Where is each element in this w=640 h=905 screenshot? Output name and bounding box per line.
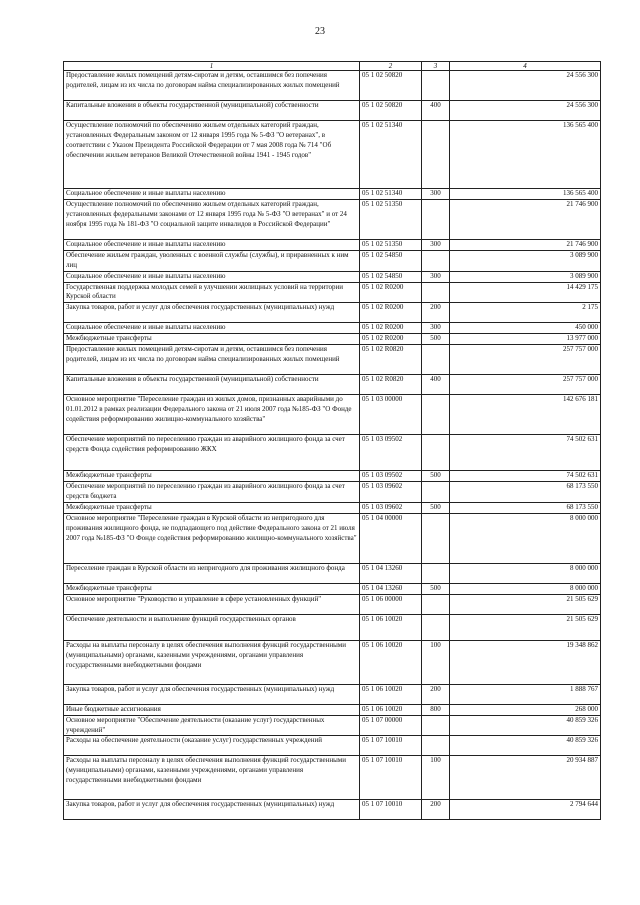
row-name: Закупка товаров, работ и услуг для обеспечения государственных (муниципальных) нужд: [64, 800, 360, 820]
row-name: Осуществление полномочий по обеспечению жильем отдельных категорий граждан, установленных федеральными законами от 12 января 1995 года № 5-ФЗ "О ветеранах" и от 24 ноября 1995 года № 181-ФЗ "О социальной защите инвалидов в Российской Федерации": [64, 199, 360, 239]
row-sum: 3 089 900: [450, 250, 601, 271]
row-name: Межбюджетные трансферты: [64, 334, 360, 345]
table-row: [64, 121, 601, 189]
table-row: [64, 239, 601, 250]
row-name: Закупка товаров, работ и услуг для обеспечения государственных (муниципальных) нужд: [64, 684, 360, 704]
row-name: Осуществление полномочий по обеспечению жильем отдельных категорий граждан, установленных Федеральным законом от 12 января 1995 года № 5-ФЗ "О ветеранах", в соответствии с Указом Президента Российской Федерации от 7 мая 2008 года № 714 "Об обеспечении жильем ветеранов Великой Отечественной войны 1941 - 1945 годов": [64, 121, 360, 189]
row-sum: 8 000 000: [450, 583, 601, 594]
row-name: Расходы на выплаты персоналу в целях обеспечения выполнения функций государственными (муниципальными) органами, казенными учреждениями, органами управления государственными внебюджетными фондами: [64, 640, 360, 684]
row-code: 05 1 07 10010: [360, 800, 422, 820]
table-row: [64, 101, 601, 121]
row-sum: 24 556 300: [450, 71, 601, 101]
table-row: [64, 323, 601, 334]
table-row: [64, 684, 601, 704]
row-code: 05 1 02 R0200: [360, 303, 422, 323]
row-code: 05 1 04 13260: [360, 563, 422, 583]
row-type: 300: [422, 239, 450, 250]
row-type: 200: [422, 800, 450, 820]
row-sum: 68 173 550: [450, 482, 601, 503]
row-type: 500: [422, 334, 450, 345]
row-code: 05 1 02 R0200: [360, 323, 422, 334]
row-type: 200: [422, 684, 450, 704]
row-code: 05 1 02 51340: [360, 189, 422, 200]
row-name: Межбюджетные трансферты: [64, 502, 360, 513]
row-sum: 24 556 300: [450, 101, 601, 121]
row-sum: 21 746 900: [450, 199, 601, 239]
row-type: 200: [422, 303, 450, 323]
row-code: 05 1 02 R0200: [360, 334, 422, 345]
row-type: 500: [422, 471, 450, 482]
table-row: [64, 513, 601, 563]
row-type: [422, 71, 450, 101]
row-code: 05 1 03 09502: [360, 435, 422, 471]
row-code: 05 1 02 51340: [360, 121, 422, 189]
row-sum: 21 505 629: [450, 614, 601, 640]
row-code: 05 1 07 00000: [360, 715, 422, 736]
table-row: [64, 199, 601, 239]
row-type: 500: [422, 502, 450, 513]
row-code: 05 1 02 51350: [360, 239, 422, 250]
table-row: [64, 71, 601, 101]
row-sum: 21 505 629: [450, 594, 601, 614]
table-row: [64, 334, 601, 345]
row-code: 05 1 06 00000: [360, 594, 422, 614]
row-sum: 1 888 767: [450, 684, 601, 704]
row-type: [422, 736, 450, 756]
row-code: 05 1 07 10010: [360, 756, 422, 800]
row-code: 05 1 07 10010: [360, 736, 422, 756]
table-row: [64, 250, 601, 271]
row-type: [422, 345, 450, 375]
row-name: Государственная поддержка молодых семей в улучшении жилищных условий на территории Курской области: [64, 282, 360, 303]
row-sum: 8 000 000: [450, 563, 601, 583]
row-code: 05 1 02 54850: [360, 250, 422, 271]
row-sum: 450 000: [450, 323, 601, 334]
row-type: 100: [422, 640, 450, 684]
row-type: 800: [422, 704, 450, 715]
row-name: Иные бюджетные ассигнования: [64, 704, 360, 715]
row-code: 05 1 03 00000: [360, 395, 422, 435]
table-row: [64, 800, 601, 820]
row-type: 400: [422, 101, 450, 121]
row-name: Межбюджетные трансферты: [64, 471, 360, 482]
table-row: [64, 614, 601, 640]
row-type: [422, 199, 450, 239]
row-name: Социальное обеспечение и иные выплаты населению: [64, 271, 360, 282]
row-type: 300: [422, 271, 450, 282]
table-row: [64, 282, 601, 303]
row-name: Межбюджетные трансферты: [64, 583, 360, 594]
row-sum: 21 746 900: [450, 239, 601, 250]
page-number: 23: [315, 26, 325, 37]
row-code: 05 1 03 09602: [360, 502, 422, 513]
table-row: [64, 471, 601, 482]
column-number-row: [64, 62, 601, 71]
table-row: [64, 375, 601, 395]
table-row: [64, 756, 601, 800]
row-name: Предоставление жилых помещений детям-сиротам и детям, оставшимся без попечения родителей, лицам из их числа по договорам найма специализированных жилых помещений: [64, 345, 360, 375]
row-sum: 74 502 631: [450, 435, 601, 471]
row-name: Социальное обеспечение и иные выплаты населению: [64, 189, 360, 200]
row-code: 05 1 03 09602: [360, 482, 422, 503]
table-row: [64, 395, 601, 435]
row-sum: 13 977 000: [450, 334, 601, 345]
row-name: Переселение граждан в Курской области из непригодного для проживания жилищного фонда: [64, 563, 360, 583]
table-row: [64, 271, 601, 282]
row-code: 05 1 02 51350: [360, 199, 422, 239]
row-name: Обеспечение мероприятий по переселению граждан из аварийного жилищного фонда за счет средств бюджета: [64, 482, 360, 503]
row-name: Предоставление жилых помещений детям-сиротам и детям, оставшимся без попечения родителей, лицам из их числа по договорам найма специализированных жилых помещений: [64, 71, 360, 101]
budget-table: [63, 61, 601, 820]
row-type: [422, 513, 450, 563]
row-code: 05 1 02 54850: [360, 271, 422, 282]
row-type: [422, 282, 450, 303]
row-code: 05 1 02 50820: [360, 71, 422, 101]
row-type: 100: [422, 756, 450, 800]
row-sum: 74 502 631: [450, 471, 601, 482]
row-sum: 8 000 000: [450, 513, 601, 563]
row-type: 300: [422, 189, 450, 200]
row-code: 05 1 02 R0200: [360, 282, 422, 303]
row-name: Обеспечение деятельности и выполнение функций государственных органов: [64, 614, 360, 640]
row-name: Основное мероприятие "Руководство и управление в сфере установленных функций": [64, 594, 360, 614]
row-code: 05 1 06 10020: [360, 640, 422, 684]
row-type: 500: [422, 583, 450, 594]
row-sum: 257 757 000: [450, 345, 601, 375]
row-type: [422, 250, 450, 271]
row-sum: 2 794 644: [450, 800, 601, 820]
table-row: [64, 345, 601, 375]
row-code: 05 1 04 00000: [360, 513, 422, 563]
row-type: 300: [422, 323, 450, 334]
table-row: [64, 594, 601, 614]
row-sum: 3 089 900: [450, 271, 601, 282]
column-number: 2: [360, 62, 422, 71]
row-code: 05 1 03 09502: [360, 471, 422, 482]
row-type: [422, 594, 450, 614]
table-row: [64, 303, 601, 323]
row-code: 05 1 06 10020: [360, 704, 422, 715]
row-code: 05 1 04 13260: [360, 583, 422, 594]
row-sum: 2 175: [450, 303, 601, 323]
row-name: Обеспечение жильем граждан, уволенных с военной службы (службы), и приравненных к ним лиц: [64, 250, 360, 271]
table-row: [64, 704, 601, 715]
table-row: [64, 640, 601, 684]
row-type: [422, 715, 450, 736]
row-sum: 136 565 400: [450, 189, 601, 200]
column-number: 4: [450, 62, 601, 71]
row-name: Обеспечение мероприятий по переселению граждан из аварийного жилищного фонда за счет средств Фонда содействия реформированию ЖКХ: [64, 435, 360, 471]
row-type: [422, 395, 450, 435]
row-name: Капитальные вложения в объекты государственной (муниципальной) собственности: [64, 375, 360, 395]
row-name: Социальное обеспечение и иные выплаты населению: [64, 239, 360, 250]
table-row: [64, 482, 601, 503]
table-row: [64, 715, 601, 736]
row-name: Основное мероприятие "Переселение граждан из жилых домов, признанных аварийными до 01.01.2012 в рамках реализации Федерального закона от 21 июля 2007 года №185-ФЗ "О Фонде содействия реформированию жилищно-коммунального хозяйства": [64, 395, 360, 435]
row-sum: 268 000: [450, 704, 601, 715]
row-name: Капитальные вложения в объекты государственной (муниципальной) собственности: [64, 101, 360, 121]
row-name: Основное мероприятие "Переселение граждан в Курской области из непригодного для проживания жилищного фонда, не подпадающего под действие Федерального закона от 21 июля 2007 года №185-ФЗ "О Фонде содействия реформированию жилищно-коммунального хозяйства": [64, 513, 360, 563]
row-code: 05 1 02 R0820: [360, 345, 422, 375]
row-sum: 14 429 175: [450, 282, 601, 303]
row-type: [422, 482, 450, 503]
column-number: 1: [64, 62, 360, 71]
row-sum: 136 565 400: [450, 121, 601, 189]
table-row: [64, 563, 601, 583]
row-sum: 40 859 326: [450, 715, 601, 736]
row-name: Расходы на выплаты персоналу в целях обеспечения выполнения функций государственными (муниципальными) органами, казенными учреждениями, органами управления государственными внебюджетными фондами: [64, 756, 360, 800]
row-type: [422, 614, 450, 640]
table-row: [64, 736, 601, 756]
row-sum: 142 676 181: [450, 395, 601, 435]
row-name: Социальное обеспечение и иные выплаты населению: [64, 323, 360, 334]
row-sum: 257 757 000: [450, 375, 601, 395]
table-row: [64, 583, 601, 594]
row-name: Расходы на обеспечение деятельности (оказание услуг) государственных учреждений: [64, 736, 360, 756]
row-type: [422, 435, 450, 471]
row-sum: 40 859 326: [450, 736, 601, 756]
row-code: 05 1 02 R0820: [360, 375, 422, 395]
row-sum: 68 173 550: [450, 502, 601, 513]
row-code: 05 1 06 10020: [360, 684, 422, 704]
table-row: [64, 502, 601, 513]
table-row: [64, 189, 601, 200]
row-code: 05 1 02 50820: [360, 101, 422, 121]
row-sum: 19 348 862: [450, 640, 601, 684]
column-number: 3: [422, 62, 450, 71]
row-type: [422, 563, 450, 583]
row-name: Основное мероприятие "Обеспечение деятельности (оказание услуг) государственных учреждений": [64, 715, 360, 736]
row-name: Закупка товаров, работ и услуг для обеспечения государственных (муниципальных) нужд: [64, 303, 360, 323]
table-row: [64, 435, 601, 471]
row-code: 05 1 06 10020: [360, 614, 422, 640]
row-type: [422, 121, 450, 189]
row-sum: 20 934 887: [450, 756, 601, 800]
row-type: 400: [422, 375, 450, 395]
